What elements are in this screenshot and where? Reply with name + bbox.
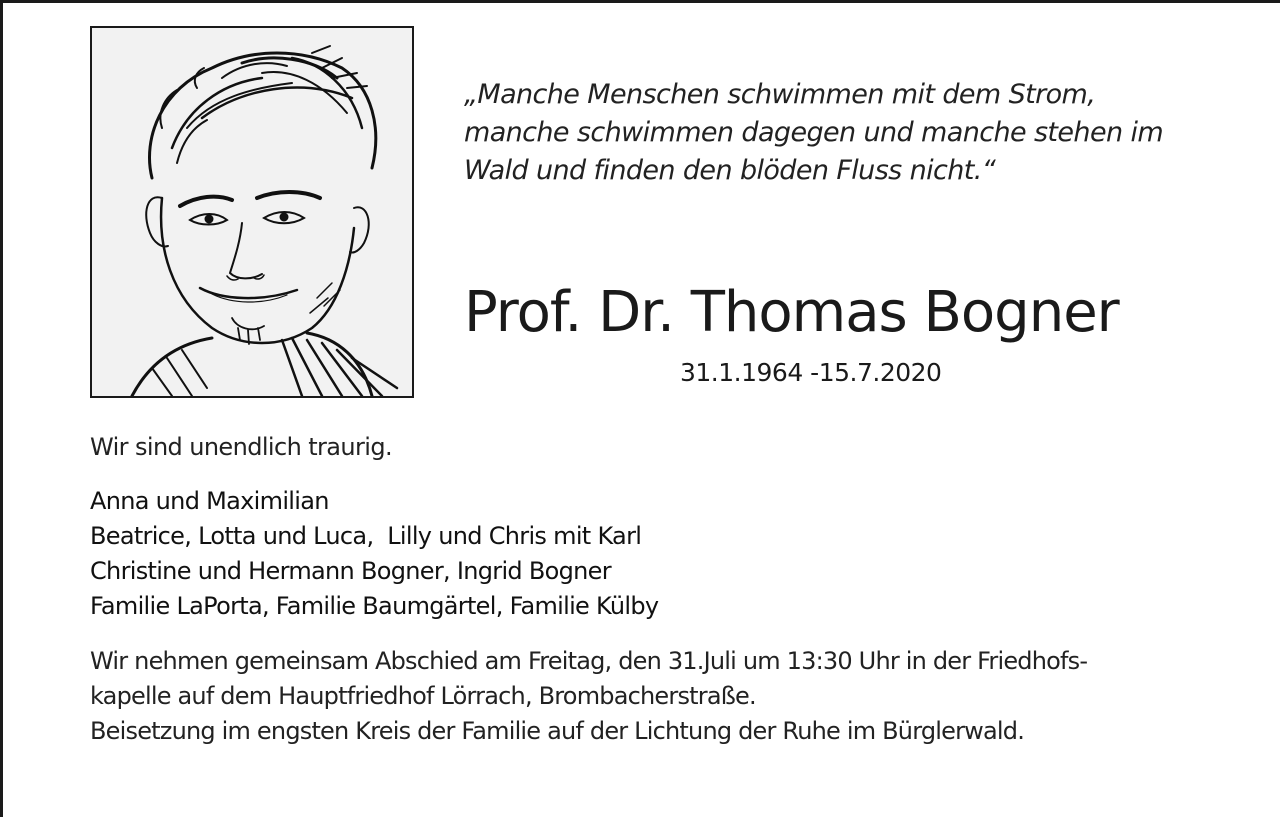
quote-line: Wald und finden den blöden Fluss nicht.“ [464,155,996,186]
funeral-notice [90,644,1190,749]
mourner-line: Beatrice, Lotta und Luca, Lilly und Chris mit Karl [90,522,642,550]
portrait-drawing [92,28,412,396]
mourner-line: Anna und Maximilian [90,487,329,515]
mourners-list [90,484,658,624]
quote-line: „Manche Menschen schwimmen mit dem Strom, [464,79,1096,110]
notice-line: kapelle auf dem Hauptfriedhof Lörrach, Brombacherstraße. [90,682,756,710]
life-dates: 31.1.1964 -15.7.2020 [680,358,942,387]
quote-line: manche schwimmen dagegen und manche stehen im [464,117,1164,148]
portrait-sketch [90,26,414,398]
deceased-name: Prof. Dr. Thomas Bogner [464,280,1119,345]
grief-statement: Wir sind unendlich traurig. [90,433,393,461]
quote-block [464,76,1224,190]
mourner-line: Christine und Hermann Bogner, Ingrid Bogner [90,557,611,585]
notice-line: Beisetzung im engsten Kreis der Familie auf der Lichtung der Ruhe im Bürglerwald. [90,717,1025,745]
mourner-line: Familie LaPorta, Familie Baumgärtel, Familie Külby [90,592,659,620]
notice-line: Wir nehmen gemeinsam Abschied am Freitag, den 31.Juli um 13:30 Uhr in der Friedhofs- [90,647,1088,675]
